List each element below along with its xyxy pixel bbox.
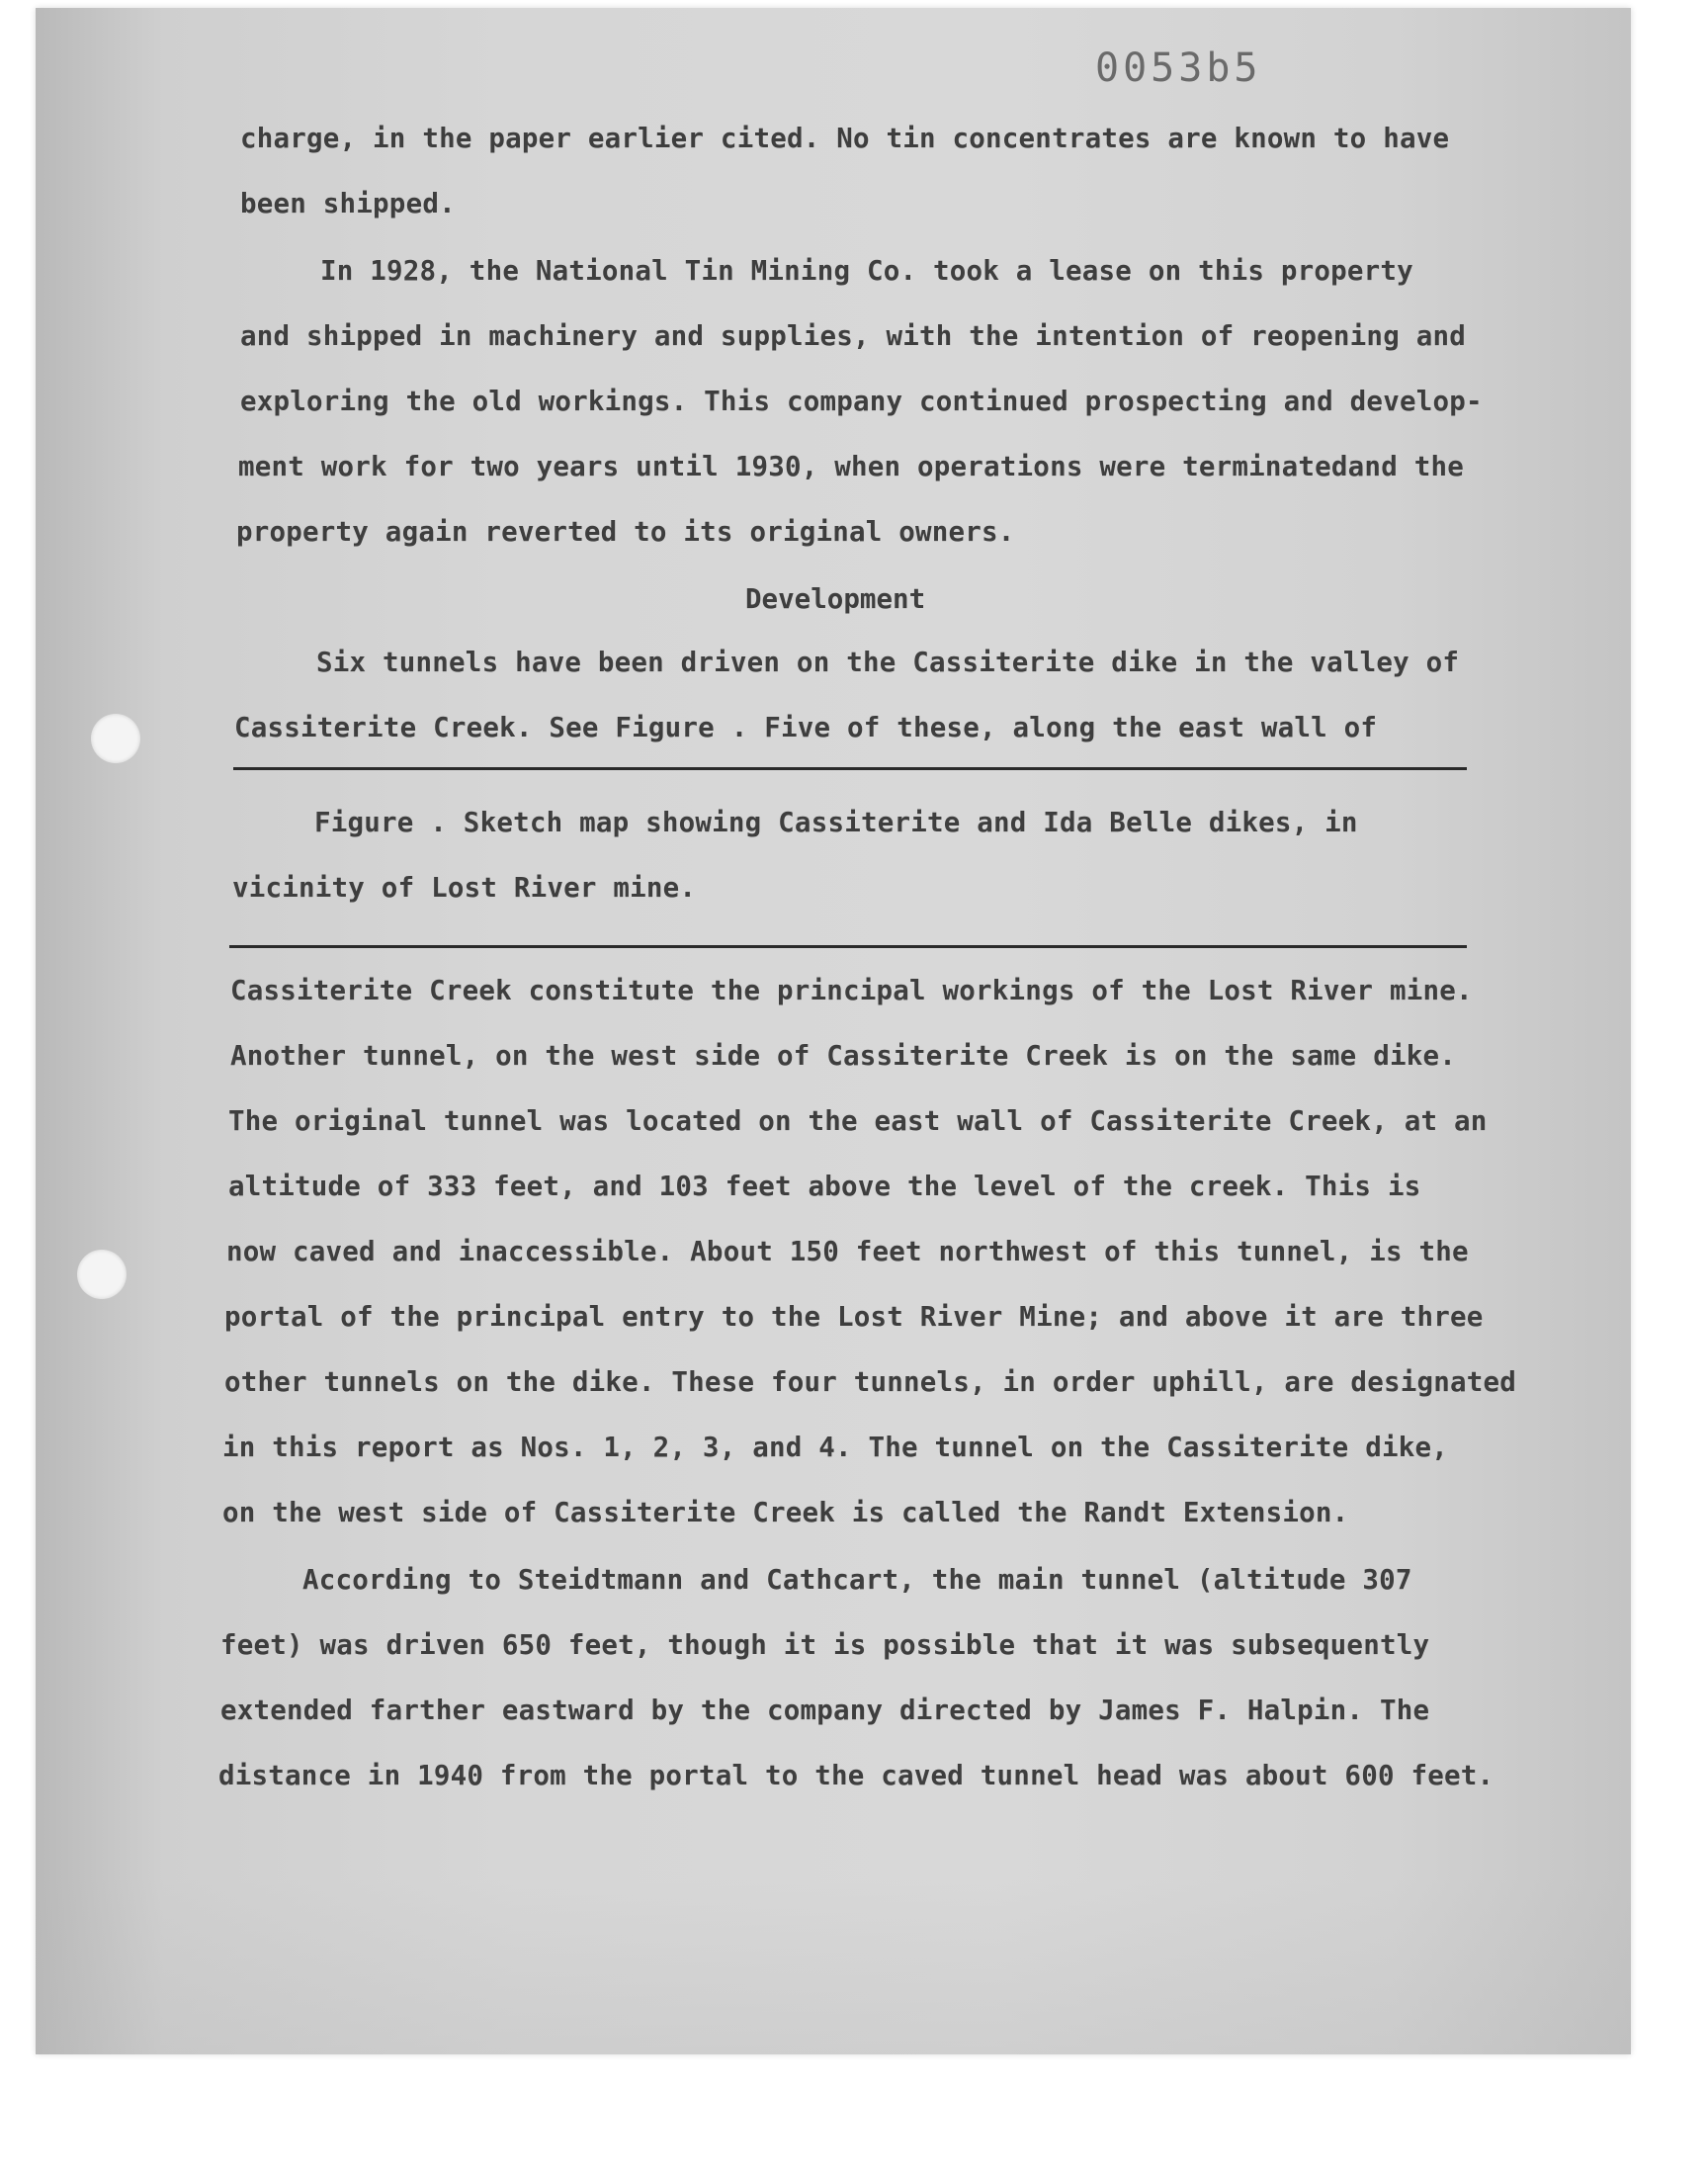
figure-rule-bottom — [229, 945, 1467, 948]
text-line: exploring the old workings. This company continued prospecting and develop- — [240, 386, 1483, 417]
text-line: According to Steidtmann and Cathcart, the main tunnel (altitude 307 — [302, 1564, 1412, 1596]
text-line: Another tunnel, on the west side of Cassiterite Creek is on the same dike. — [230, 1040, 1456, 1072]
text-line: and shipped in machinery and supplies, with the intention of reopening and — [240, 320, 1466, 352]
text-line: Cassiterite Creek constitute the principal workings of the Lost River mine. — [230, 975, 1473, 1006]
scan-shadow — [36, 1878, 1631, 2054]
punch-hole-lower — [77, 1250, 127, 1299]
text-line: extended farther eastward by the company directed by James F. Halpin. The — [220, 1695, 1430, 1726]
text-line: In 1928, the National Tin Mining Co. took a lease on this property — [320, 255, 1413, 287]
section-heading: Development — [745, 583, 926, 615]
text-line: on the west side of Cassiterite Creek is called the Randt Extension. — [222, 1497, 1349, 1528]
text-line: property again reverted to its original owners. — [236, 516, 1015, 548]
text-line: portal of the principal entry to the Lost River Mine; and above it are three — [224, 1301, 1484, 1333]
text-line: Cassiterite Creek. See Figure . Five of these, along the east wall of — [234, 712, 1378, 743]
text-line: other tunnels on the dike. These four tunnels, in order uphill, are designated — [224, 1366, 1516, 1398]
text-line: distance in 1940 from the portal to the caved tunnel head was about 600 feet. — [218, 1760, 1494, 1791]
text-line: ment work for two years until 1930, when operations were terminatedand the — [238, 451, 1464, 482]
text-line: in this report as Nos. 1, 2, 3, and 4. The tunnel on the Cassiterite dike, — [222, 1432, 1448, 1463]
text-line: Six tunnels have been driven on the Cassiterite dike in the valley of — [316, 647, 1460, 678]
text-line: feet) was driven 650 feet, though it is possible that it was subsequently — [220, 1629, 1430, 1661]
text-line: charge, in the paper earlier cited. No tin concentrates are known to have — [240, 123, 1450, 154]
figure-caption-line: vicinity of Lost River mine. — [232, 872, 697, 904]
page-stamp-number: 0053b5 — [1095, 45, 1262, 91]
text-line: The original tunnel was located on the east wall of Cassiterite Creek, at an — [228, 1105, 1488, 1137]
punch-hole-upper — [91, 714, 140, 763]
text-line: now caved and inaccessible. About 150 feet northwest of this tunnel, is the — [226, 1236, 1469, 1267]
figure-caption-line: Figure . Sketch map showing Cassiterite and Ida Belle dikes, in — [314, 807, 1358, 838]
text-line: been shipped. — [240, 188, 456, 219]
figure-rule-top — [233, 767, 1467, 770]
document-page — [36, 8, 1631, 2054]
text-line: altitude of 333 feet, and 103 feet above the level of the creek. This is — [228, 1171, 1421, 1202]
